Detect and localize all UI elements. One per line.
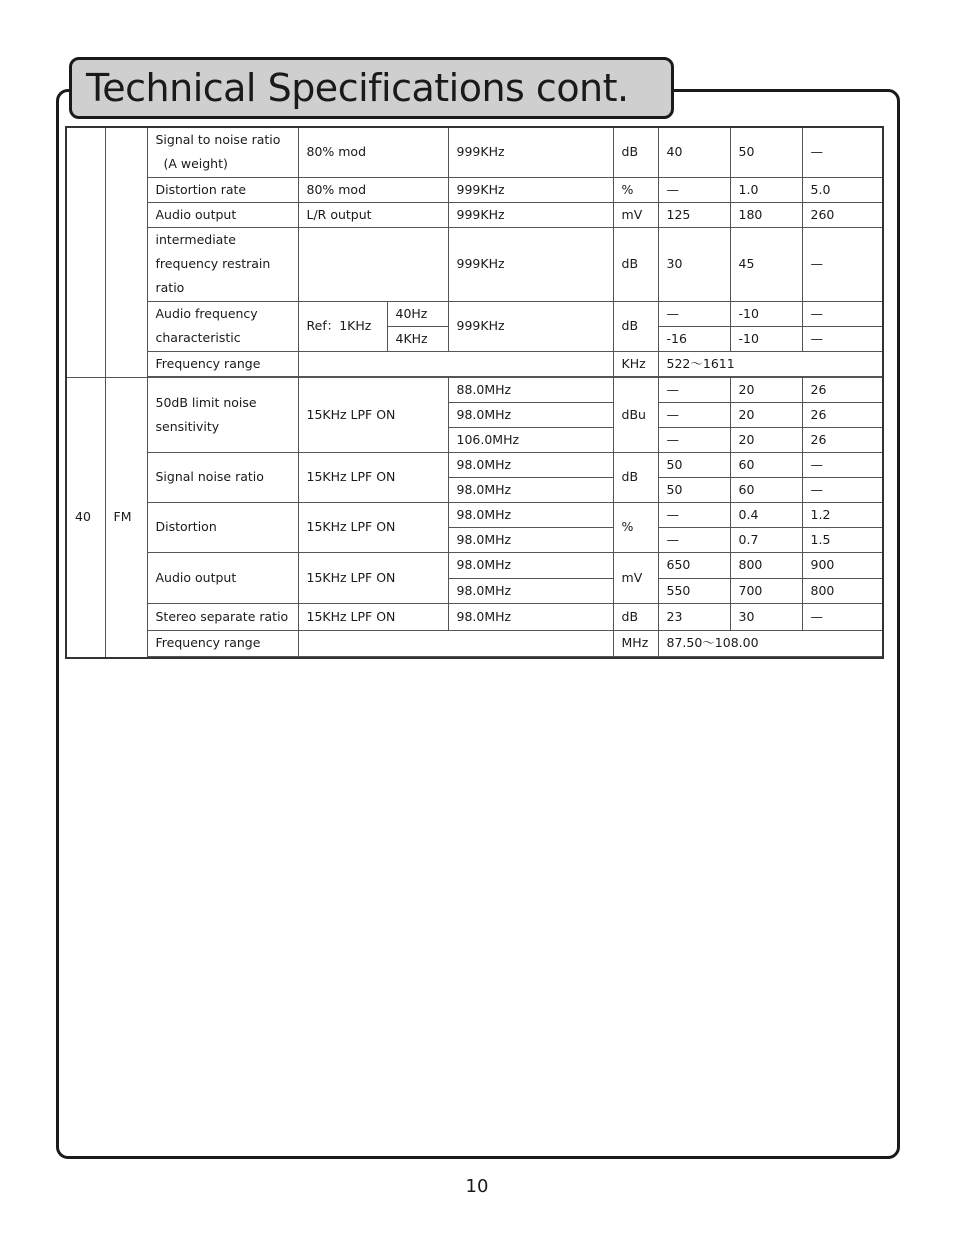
max-cell: 1.2: [802, 502, 883, 527]
page-number: 10: [465, 1176, 489, 1197]
max-cell: —: [802, 301, 883, 326]
typ-cell: 20: [730, 427, 802, 452]
band-cell: [105, 127, 147, 377]
typ-cell: 20: [730, 402, 802, 427]
unit-cell: dB: [613, 301, 658, 351]
max-cell: —: [802, 326, 883, 351]
freq-cell: 98.0MHz: [448, 552, 613, 578]
freq-cell: 999KHz: [448, 177, 613, 202]
unit-cell: KHz: [613, 351, 658, 376]
param-label: Stereo separate ratio: [147, 603, 298, 630]
max-cell: —: [802, 477, 883, 502]
item-number-cell: 40: [66, 377, 105, 658]
band-cell: FM: [105, 377, 147, 658]
min-cell: 40: [658, 127, 730, 177]
max-cell: —: [802, 603, 883, 630]
sub-condition-cell: 4KHz: [387, 326, 448, 351]
typ-cell: 700: [730, 578, 802, 603]
table-row: [66, 127, 883, 177]
typ-cell: 60: [730, 452, 802, 477]
param-label: Signal noise ratio: [147, 452, 298, 502]
table-row: [66, 502, 883, 527]
typ-cell: 30: [730, 603, 802, 630]
freq-cell: 98.0MHz: [448, 527, 613, 552]
condition-cell: 15KHz LPF ON: [298, 603, 448, 630]
min-cell: 650: [658, 552, 730, 578]
typ-cell: 180: [730, 202, 802, 227]
freq-cell: 999KHz: [448, 227, 613, 301]
table-row: [66, 227, 883, 301]
min-cell: —: [658, 177, 730, 202]
typ-cell: 60: [730, 477, 802, 502]
range-value-cell: 522～1611: [658, 351, 883, 376]
table-row: [66, 202, 883, 227]
param-label: Distortion: [147, 502, 298, 552]
unit-cell: %: [613, 177, 658, 202]
item-number-cell: [66, 127, 105, 377]
typ-cell: 45: [730, 227, 802, 301]
freq-cell: 98.0MHz: [448, 603, 613, 630]
param-label: Signal to noise ratio (A weight): [147, 127, 298, 177]
min-cell: -16: [658, 326, 730, 351]
table-row: [66, 177, 883, 202]
max-cell: —: [802, 227, 883, 301]
unit-cell: MHz: [613, 630, 658, 656]
min-cell: 30: [658, 227, 730, 301]
param-label: Audio frequency characteristic: [147, 301, 298, 351]
typ-cell: -10: [730, 326, 802, 351]
condition-cell: [298, 227, 448, 301]
unit-cell: mV: [613, 202, 658, 227]
max-cell: 800: [802, 578, 883, 603]
max-cell: 26: [802, 377, 883, 402]
unit-cell: %: [613, 502, 658, 552]
condition-cell: 15KHz LPF ON: [298, 452, 448, 502]
freq-cell: 999KHz: [448, 127, 613, 177]
min-cell: —: [658, 402, 730, 427]
table-row: [66, 301, 883, 326]
min-cell: 550: [658, 578, 730, 603]
freq-cell: 98.0MHz: [448, 402, 613, 427]
max-cell: —: [802, 127, 883, 177]
table-row: [66, 452, 883, 477]
min-cell: —: [658, 502, 730, 527]
min-cell: 23: [658, 603, 730, 630]
freq-cell: 98.0MHz: [448, 477, 613, 502]
typ-cell: 50: [730, 127, 802, 177]
freq-cell: 98.0MHz: [448, 502, 613, 527]
param-label: intermediate frequency restrain ratio: [147, 227, 298, 301]
param-label: Frequency range: [147, 351, 298, 376]
min-cell: —: [658, 377, 730, 402]
min-cell: —: [658, 527, 730, 552]
typ-cell: 800: [730, 552, 802, 578]
table-row: [66, 603, 883, 630]
condition-cell: 80% mod: [298, 177, 448, 202]
unit-cell: dB: [613, 127, 658, 177]
max-cell: 26: [802, 402, 883, 427]
param-label: Distortion rate: [147, 177, 298, 202]
condition-cell: Ref：1KHz: [298, 301, 387, 351]
range-value-cell: 87.50～108.00: [658, 630, 883, 656]
param-label: Audio output: [147, 552, 298, 603]
min-cell: 125: [658, 202, 730, 227]
condition-cell: 15KHz LPF ON: [298, 377, 448, 452]
param-label: 50dB limit noise sensitivity: [147, 377, 298, 452]
max-cell: —: [802, 452, 883, 477]
unit-cell: mV: [613, 552, 658, 603]
min-cell: —: [658, 301, 730, 326]
condition-cell: L/R output: [298, 202, 448, 227]
typ-cell: 0.7: [730, 527, 802, 552]
sub-condition-cell: 40Hz: [387, 301, 448, 326]
freq-cell: 999KHz: [448, 202, 613, 227]
max-cell: 26: [802, 427, 883, 452]
max-cell: 5.0: [802, 177, 883, 202]
typ-cell: 1.0: [730, 177, 802, 202]
table-row: [66, 630, 883, 656]
freq-cell: 88.0MHz: [448, 377, 613, 402]
param-label: Frequency range: [147, 630, 298, 656]
condition-cell: 15KHz LPF ON: [298, 552, 448, 603]
table-row: [66, 552, 883, 578]
freq-cell: 98.0MHz: [448, 452, 613, 477]
condition-cell: 15KHz LPF ON: [298, 502, 448, 552]
max-cell: 1.5: [802, 527, 883, 552]
unit-cell: dB: [613, 227, 658, 301]
typ-cell: 20: [730, 377, 802, 402]
unit-cell: dB: [613, 452, 658, 502]
condition-cell: [298, 351, 613, 376]
min-cell: —: [658, 427, 730, 452]
page-title: Technical Specifications cont.: [86, 66, 629, 110]
table-row: [66, 377, 883, 402]
max-cell: 900: [802, 552, 883, 578]
typ-cell: -10: [730, 301, 802, 326]
min-cell: 50: [658, 452, 730, 477]
typ-cell: 0.4: [730, 502, 802, 527]
freq-cell: 106.0MHz: [448, 427, 613, 452]
condition-cell: [298, 630, 613, 656]
condition-cell: 80% mod: [298, 127, 448, 177]
min-cell: 50: [658, 477, 730, 502]
table-row: [66, 351, 883, 376]
unit-cell: dBu: [613, 377, 658, 452]
freq-cell: 98.0MHz: [448, 578, 613, 603]
param-label: Audio output: [147, 202, 298, 227]
title-tab: [69, 57, 674, 119]
freq-cell: 999KHz: [448, 301, 613, 351]
spec-table: [65, 126, 884, 659]
max-cell: 260: [802, 202, 883, 227]
unit-cell: dB: [613, 603, 658, 630]
